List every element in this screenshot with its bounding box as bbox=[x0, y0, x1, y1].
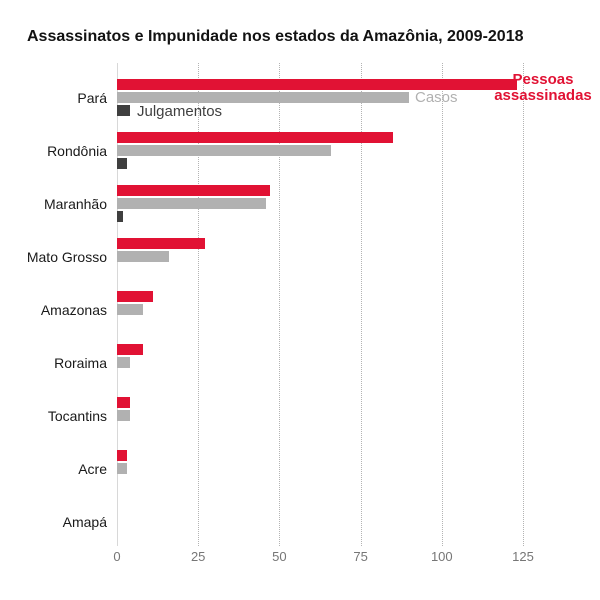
state-label-acre: Acre bbox=[78, 461, 107, 477]
state-label-roraima: Roraima bbox=[54, 355, 107, 371]
state-label-tocantins: Tocantins bbox=[47, 408, 107, 424]
x-axis-tick-label-125: 125 bbox=[512, 549, 534, 564]
bar-casos-roraima bbox=[117, 357, 130, 368]
bar-pessoas-assassinadas-maranhão bbox=[117, 185, 270, 196]
bar-pessoas-assassinadas-mato-grosso bbox=[117, 238, 205, 249]
state-label-mato-grosso: Mato Grosso bbox=[26, 249, 107, 265]
bar-casos-amazonas bbox=[117, 304, 143, 315]
bar-casos-mato-grosso bbox=[117, 251, 169, 262]
chart-title: Assassinatos e Impunidade nos estados da Amazônia, 2009-2018 bbox=[27, 28, 524, 45]
bar-casos-acre bbox=[117, 463, 127, 474]
bar-pessoas-assassinadas-acre bbox=[117, 450, 127, 461]
legend-pessoas-assassinadas: Pessoas assassinadas bbox=[494, 71, 592, 104]
x-axis-tick-label-50: 50 bbox=[272, 549, 287, 564]
legend-casos: Casos bbox=[415, 89, 458, 106]
bar-julgamentos-maranhão bbox=[117, 211, 123, 222]
state-label-amazonas: Amazonas bbox=[40, 302, 107, 318]
x-axis-tick-label-75: 75 bbox=[353, 549, 368, 564]
bar-pessoas-assassinadas-roraima bbox=[117, 344, 143, 355]
bar-pessoas-assassinadas-amazonas bbox=[117, 291, 153, 302]
bar-pessoas-assassinadas-tocantins bbox=[117, 397, 130, 408]
state-label-amapá: Amapá bbox=[62, 514, 107, 530]
x-axis-tick-label-0: 0 bbox=[113, 549, 121, 564]
bar-julgamentos-rondônia bbox=[117, 158, 127, 169]
x-axis-tick-label-100: 100 bbox=[430, 549, 453, 564]
state-label-pará: Pará bbox=[77, 90, 107, 106]
gridline-125 bbox=[523, 63, 524, 546]
legend-julgamentos: Julgamentos bbox=[137, 103, 223, 120]
bar-casos-tocantins bbox=[117, 410, 130, 421]
bar-casos-maranhão bbox=[117, 198, 266, 209]
bar-casos-pará bbox=[117, 92, 409, 103]
state-label-rondônia: Rondônia bbox=[47, 143, 107, 159]
gridline-100 bbox=[442, 63, 443, 546]
bar-julgamentos-pará bbox=[117, 105, 130, 116]
bar-pessoas-assassinadas-rondônia bbox=[117, 132, 393, 143]
bar-casos-rondônia bbox=[117, 145, 331, 156]
x-axis-tick-label-25: 25 bbox=[190, 549, 206, 564]
state-label-maranhão: Maranhão bbox=[43, 196, 107, 212]
